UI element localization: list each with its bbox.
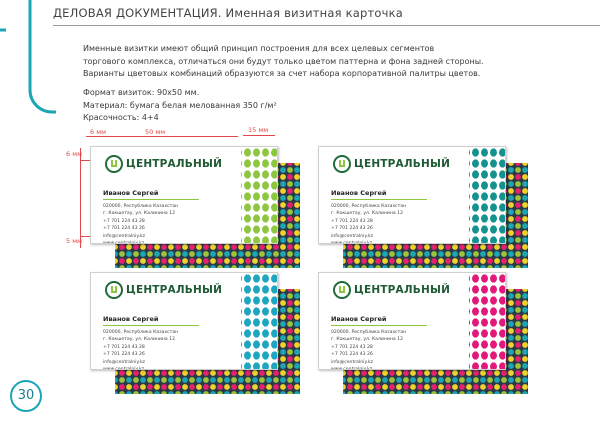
brand-name: ЦЕНТРАЛЬНЫЙ	[354, 158, 451, 170]
dimension-line-horizontal	[86, 136, 238, 137]
contact-line: 020000, Республика Казахстан	[331, 330, 407, 335]
business-card-green	[90, 146, 300, 268]
contact-line: +7 701 224 43 28	[103, 344, 145, 350]
contact-line: info@centralniy.kz	[331, 359, 374, 365]
description-line: торгового комплекса, отличаться они будут только цветом паттерна и фона задней стороны.	[83, 56, 484, 66]
page-number: 30	[10, 380, 42, 412]
contact-line: info@centralniy.kz	[103, 233, 146, 239]
dimension-line-strip	[243, 135, 275, 136]
business-card-pink	[318, 272, 528, 394]
dimension-strip: 15 мм	[248, 126, 269, 134]
card-name-rule	[103, 325, 199, 326]
contact-line: +7 701 224 43 28	[331, 218, 373, 224]
dimension-bottom-margin: 5 мм	[66, 237, 83, 245]
card-front	[318, 146, 506, 244]
card-accent-strip	[469, 147, 505, 243]
contact-line: www.centralniy.kz	[331, 241, 373, 244]
spec-material: Материал: бумага белая мелованная 350 г/м²	[83, 100, 277, 110]
contact-line: 020000, Республика Казахстан	[103, 330, 179, 335]
card-person-name: Иванов Сергей	[103, 315, 159, 323]
card-person-name: Иванов Сергей	[331, 189, 387, 197]
card-accent-strip	[241, 147, 277, 243]
dimension-left-margin: 6 мм	[90, 128, 107, 136]
spec-format: Формат визиток: 90х50 мм.	[83, 88, 200, 97]
contact-line: +7 701 224 43 28	[331, 344, 373, 350]
business-card-blue	[90, 272, 300, 394]
business-card-teal	[318, 146, 528, 268]
contact-line: 020000, Республика Казахстан	[103, 204, 179, 209]
contact-line: +7 701 224 43 26	[331, 352, 373, 358]
brand-logo	[333, 155, 450, 173]
contact-line: +7 701 224 43 28	[103, 218, 145, 224]
contact-line: +7 701 224 43 26	[103, 226, 145, 232]
description-line: Варианты цветовых комбинаций образуются за счет набора корпоративной палитры цветов.	[83, 69, 481, 78]
contact-line: г. Кокшетау, ул. Калинина 12	[103, 337, 176, 343]
card-contact-info	[103, 329, 178, 370]
contact-line: г. Кокшетау, ул. Калинина 12	[331, 337, 404, 343]
logo-mark-icon	[105, 155, 123, 173]
contact-line: www.centralniy.kz	[103, 367, 145, 370]
contact-line: г. Кокшетау, ул. Калинина 12	[331, 211, 404, 217]
card-front	[90, 272, 278, 370]
card-name-rule	[331, 199, 427, 200]
card-contact-info	[103, 203, 178, 244]
card-front	[90, 146, 278, 244]
brand-logo	[333, 281, 450, 299]
brand-name: ЦЕНТРАЛЬНЫЙ	[126, 158, 223, 170]
title-divider	[53, 25, 600, 26]
contact-line: г. Кокшетау, ул. Калинина 12	[103, 211, 176, 217]
card-name-rule	[103, 199, 199, 200]
brand-name: ЦЕНТРАЛЬНЫЙ	[126, 284, 223, 296]
contact-line: info@centralniy.kz	[331, 233, 374, 239]
contact-line: +7 701 224 43 26	[103, 352, 145, 358]
card-name-rule	[331, 325, 427, 326]
contact-line: www.centralniy.kz	[331, 367, 373, 370]
card-accent-strip	[241, 273, 277, 369]
card-person-name: Иванов Сергей	[331, 315, 387, 323]
dimension-top-margin: 6 мм	[66, 150, 83, 158]
card-person-name: Иванов Сергей	[103, 189, 159, 197]
description-paragraph	[83, 43, 484, 81]
description-line: Именные визитки имеют общий принцип построения для всех целевых сегментов	[83, 44, 435, 53]
contact-line: +7 701 224 43 26	[331, 226, 373, 232]
brand-logo	[105, 281, 222, 299]
logo-mark-icon	[333, 155, 351, 173]
logo-mark-icon	[333, 281, 351, 299]
page-title: ДЕЛОВАЯ ДОКУМЕНТАЦИЯ. Именная визитная карточка	[53, 6, 404, 20]
spec-colors: Красочность: 4+4	[83, 113, 159, 122]
card-contact-info	[331, 329, 406, 370]
contact-line: info@centralniy.kz	[103, 359, 146, 365]
logo-mark-icon	[105, 281, 123, 299]
dimension-line-vertical	[80, 148, 81, 248]
dimension-width: 50 мм	[145, 128, 166, 136]
card-accent-strip	[469, 273, 505, 369]
contact-line: www.centralniy.kz	[103, 241, 145, 244]
brand-logo	[105, 155, 222, 173]
brand-name: ЦЕНТРАЛЬНЫЙ	[354, 284, 451, 296]
contact-line: 020000, Республика Казахстан	[331, 204, 407, 209]
card-contact-info	[331, 203, 406, 244]
card-front	[318, 272, 506, 370]
specs-block	[83, 87, 277, 125]
